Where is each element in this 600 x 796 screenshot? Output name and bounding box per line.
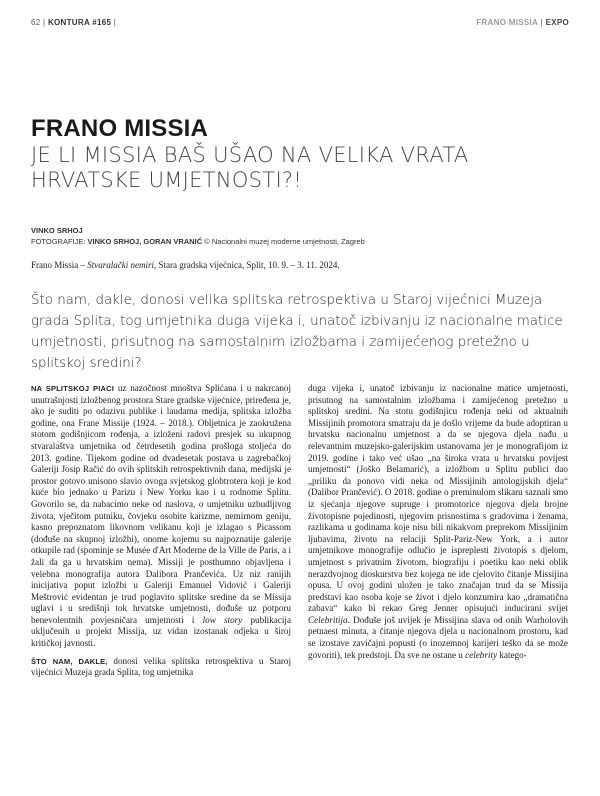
running-header [31,18,569,32]
author [31,226,571,237]
photographers: VINKO SRHOJ, GORAN VRANIĆ [87,236,203,246]
body-italic: Celebritija [308,614,348,625]
page-number: 62 [31,18,41,27]
magazine-name: KONTURA #165 [47,18,112,27]
header-divider: | [113,18,117,27]
author-name: VINKO SRHOJ [31,226,83,235]
body-column-right [308,383,568,661]
section-name: FRANO MISSIA [476,18,539,27]
header-right [476,18,569,27]
header-left [31,18,116,27]
body-text: donosi velika splitska retrospektiva u Staroj vijećnici Muzeja grada Splita, tog umjetnika [31,655,292,678]
run-in-heading: NA SPLITSKOJ PIACI [31,384,115,393]
body-italic: low story [202,614,243,625]
photo-credit-rest: © Nacionalni muzej moderne umjetnosti, Zagreb [204,236,365,246]
body-paragraph [31,656,291,679]
header-divider: | [540,18,546,27]
body-italic: celebrity [465,649,498,660]
article-title: FRANO MISSIA [31,115,209,142]
exhibition-caption [31,260,571,270]
section-label: EXPO [545,18,569,27]
body-paragraph [308,383,568,661]
photo-label: FOTOGRAFIJE: [31,236,86,246]
lead-paragraph: Što nam, dakle, donosi velika splitska retrospektiva u Staroj vijećnici Muzeja grada Splita, tog umjetnika duga vijeka i, unatoč izbivanju iz nacionalne matice umjetnosti, prisutnog na samostalnim izložbama i zamijećenog pretežno u splitskoj sredini? [31,293,563,371]
body-text: publikacija uključenih u projekt Missija, uz vidan izostanak odjeka u široj kritičkoj javnosti. [31,614,291,649]
body-text: . Dođuše još uvijek je Missijina slava od onih Warholovih petnaest minuta, a čitanje njegova djela u nacionalnom prostoru, kad se izostave zavičajni popusti (o inozemnoj karijeri teško da se može govoriti), tek predstoji. Da sve ne ostane u [308,614,568,660]
photo-credits [31,237,571,248]
caption-rest: , Stara gradska vijećnica, Split, 10. 9. – 3. 11. 2024. [154,260,340,270]
body-text: uz nazočnost mnoštva Splićana i u nakrcanoj unutrašnjosti izložbenog prostora Stare gradske vijećnice, priređena je, ako je suditi po odazivu publike i laudama medija, splitska izložba godine, ona Frane Missije (1924. – 2018.). Obljetnica je zaokružena stotom godišnjicom rođenja, a izloženi radovi presjek su ukupnog stvaralaštva umjetnika od četrdesetih godina prošloga stoljeća do 2013. godine. Tijekom godine od dvadesetak postava u zagrebačkoj Galeriji Josip Račić do ovih splitskih retrospektivnih dana, medijski je prostor gotovo unisono slavio ovoga svjetskog globtrotera koji je kod kuće bio jednako u Parizu i New Yorku kao i u rodnome Splitu. Govorilo se, da nabacimo neke od naslova, o umjetniku uzbudljivog života, vječitom putniku, čovjeku osobite karizme, nemirnom geniju, kasno prepoznatom likovnom velikanu koji je izlagao s Picassom (dođuše na skupnoj izložbi), onome kojemu su najpoznatije galerije otkupile rad (spominje se Musée d'Art Moderne de la Ville de Paris, a i žali da ga u hrvatskim nema). Missiji je posthumno objavljena i velebna monografija autora Dalibora Prančevića. Uz niz ranijih inicijativa poput izložbi u Galeriji Emanuel Vidović i Galeriji Meštrović evidentan je trud poglavito splitske sredine da se Missija uglavi i u središnji tok hrvatske umjetnosti, dođuše uz potporu benevolentnih povjesničara umjetnosti i [31,383,292,625]
body-paragraph [31,383,291,650]
caption-artist: Frano Missia – [31,260,88,270]
byline [31,226,571,247]
article-subtitle: JE LI MISSIA BAŠ UŠAO NA VELIKA VRATA HRVATSKE UMJETNOSTI?! [31,143,469,192]
body-column-left [31,383,291,679]
body-text: duga vijeka i, unatoč izbivanju iz nacionalne matice umjetnosti, prisutnog na samostalnim izložbama i zamijećenog pretežno u splitskoj sredini. Na stotu godišnjicu rođenja neki od aktualnih Missijinih promotora smatraju da je došlo vrijeme da bude adoptiran u hrvatsku nacionalnu umjetnost a da se njegova djela nađu u relevantnim muzejsko-galerijskim ustanovama jer je monografijom iz 2019. godine i tako već ušao „na široka vrata u hrvatsku povijest umjetnosti“ (Joško Belamarić), a izložbom u Splitu publici dao „priliku da ponovo vidi neka od Missijinih antologijskih djela“ (Dalibor Prančević). O 2018. godine o preminulom slikaru saznali smo iz sjećanja njegove supruge i promotorice njegova djela brojne životopisne pojedinosti, njegovim prisnostima s gradovima i ženama, razlikama u godinama koje nisu bili nikakvom preprekom Missijinim ljubavima, životu na relaciji Split-Pariz-New York, a i autor umjetnikove monografije odlučio je ispreplesti životopis s djelom, umjetnost s privatnim životom, biografiju i poetiku kao neki oblik nerazdvojnog dioskurstva bez kojega ne ide cjelovito čitanje Missijina opusa. U ovoj godini uložen je tako značajan trud da se Missija predstavi kao osoba koje se život i djelo konzumira kao „dramatična zabava“ kako bi rekao Greg Jenner opisujući inducirani svijet [308,383,568,614]
header-divider: | [43,18,48,27]
caption-title: Stvaralački nemiri [87,260,154,270]
run-in-heading: ŠTO NAM, DAKLE, [31,656,108,666]
body-text: katego- [497,649,527,660]
